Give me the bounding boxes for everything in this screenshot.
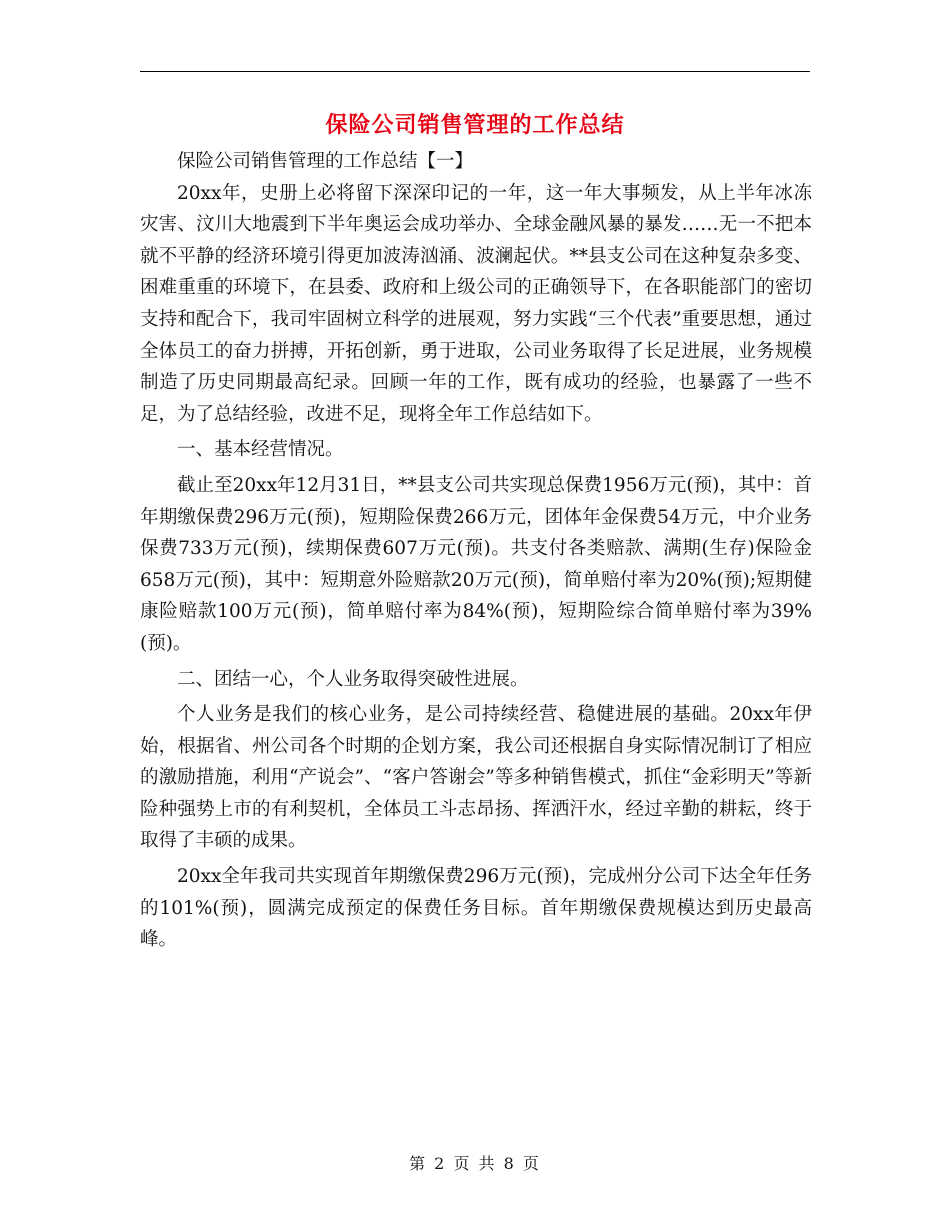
body-paragraph: 截止至20xx年12月31日，**县支公司共实现总保费1956万元(预)，其中：首年期缴保费296万元(预)，短期险保费266万元，团体年金保费54万元，中介业务保费733万元(预)，续期保费607万元(预)。共支付各类赔款、满期(生存)保险金658万元(预)，其中：短期意外险赔款20万元(预)，简单赔付率为20%(预);短期健康险赔款100万元(预)，简单赔付率为84%(预)，短期险综合简单赔付率为39%(预)。 (140, 474, 812, 654)
page-number: 第 2 页 共 8 页 (409, 1154, 541, 1173)
section-heading: 保险公司销售管理的工作总结【一】 (177, 151, 474, 172)
body-paragraph: 个人业务是我们的核心业务，是公司持续经营、稳健进展的基础。20xx年伊始，根据省、州公司各个时期的企划方案，我公司还根据自身实际情况制订了相应的激励措施，利用“产说会”、“客户答谢会”等多种销售模式，抓住“金彩明天”等新险种强势上市的有利契机，全体员工斗志昂扬、挥洒汗水，经过辛勤的耕耘，终于取得了丰硕的成果。 (140, 704, 812, 852)
document-body (140, 146, 812, 956)
section-heading: 二、团结一心，个人业务取得突破性进展。 (177, 668, 529, 690)
header-rule (140, 71, 810, 72)
body-paragraph: 20xx年，史册上必将留下深深印记的一年，这一年大事频发，从上半年冰冻灾害、汶川大地震到下半年奥运会成功举办、全球金融风暴的暴发……无一不把本就不平静的经济环境引得更加波涛汹涌、波澜起伏。**县支公司在这种复杂多变、困难重重的环境下，在县委、政府和上级公司的正确领导下，在各职能部门的密切支持和配合下，我司牢固树立科学的进展观，努力实践“三个代表”重要思想，通过全体员工的奋力拼搏，开拓创新，勇于进取，公司业务取得了长足进展，业务规模制造了历史同期最高纪录。回顾一年的工作，既有成功的经验，也暴露了一些不足，为了总结经验，改进不足，现将全年工作总结如下。 (140, 182, 812, 425)
document-title: 保险公司销售管理的工作总结 (325, 112, 625, 138)
body-paragraph: 20xx全年我司共实现首年期缴保费296万元(预)，完成州分公司下达全年任务的101%(预)，圆满完成预定的保费任务目标。首年期缴保费规模达到历史最高峰。 (140, 866, 812, 951)
section-heading: 一、基本经营情况。 (177, 439, 344, 461)
